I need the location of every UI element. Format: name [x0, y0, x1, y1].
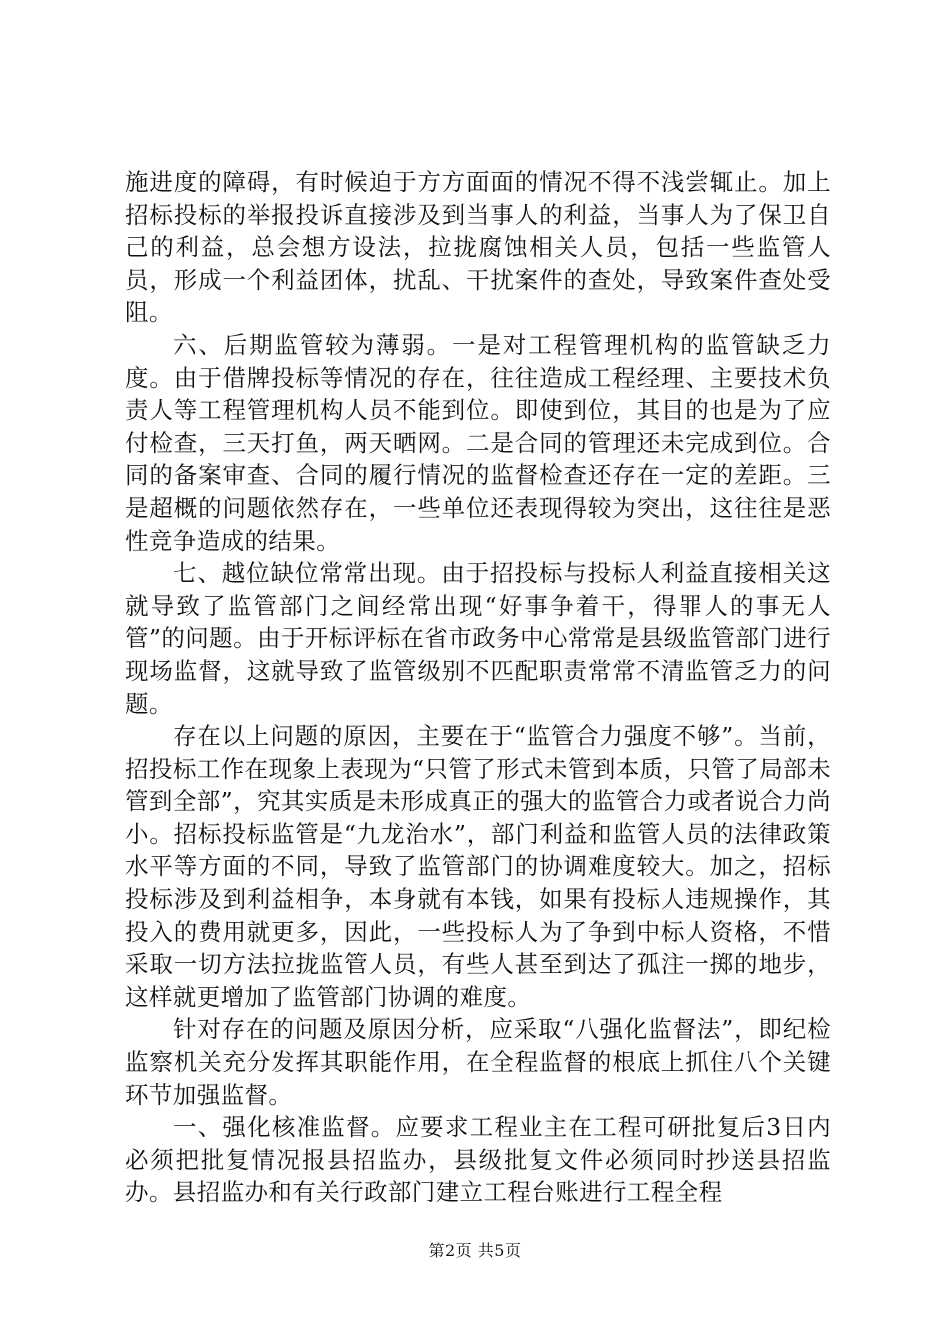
paragraph-continuation: 施进度的障碍，有时候迫于方方面面的情况不得不浅尝辄止。加上招标投标的举报投诉直接涉及到当事人的利益，当事人为了保卫自己的利益，总会想方设法，拉拢腐蚀相关人员，包括一些监管人员，形成一个利益团体，扰乱、干扰案件的查处，导致案件查处受阻。: [125, 168, 831, 327]
page-number-footer: 第2页 共5页: [428, 1241, 522, 1260]
document-body: [125, 166, 831, 1209]
paragraph-measure-one: 一、强化核准监督。应要求工程业主在工程可研批复后3日内必须把批复情况报县招监办，县级批复文件必须同时抄送县招监办。县招监办和有关行政部门建立工程台账进行工程全程: [125, 1113, 831, 1207]
paragraph-causes: 存在以上问题的原因，主要在于“监管合力强度不够”。当前，招投标工作在现象上表现为“只管了形式未管到本质，只管了局部未管到全部”，究其实质是未形成真正的强大的监管合力或者说合力尚小。招标投标监管是“九龙治水”，部门利益和监管人员的法律政策水平等方面的不同，导致了监管部门的协调难度较大。加之，招标投标涉及到利益相争，本身就有本钱，如果有投标人违规操作，其投入的费用就更多，因此，一些投标人为了争到中标人资格，不惜采取一切方法拉拢监管人员，有些人甚至到达了孤注一掷的地步，这样就更增加了监管部门协调的难度。: [125, 722, 831, 1011]
paragraph-section-seven: 七、越位缺位常常出现。由于招投标与投标人利益直接相关这就导致了监管部门之间经常出现“好事争着干，得罪人的事无人管”的问题。由于开标评标在省市政务中心常常是县级监管部门进行现场监督，这就导致了监管级别不匹配职责常常不清监管乏力的问题。: [125, 559, 831, 718]
paragraph-measures-intro: 针对存在的问题及原因分析，应采取“八强化监督法”，即纪检监察机关充分发挥其职能作用，在全程监督的根底上抓住八个关键环节加强监督。: [125, 1015, 831, 1109]
paragraph-section-six: 六、后期监管较为薄弱。一是对工程管理机构的监管缺乏力度。由于借牌投标等情况的存在，往往造成工程经理、主要技术负责人等工程管理机构人员不能到位。即使到位，其目的也是为了应付检查，三天打鱼，两天晒网。二是合同的管理还未完成到位。合同的备案审查、合同的履行情况的监督检查还存在一定的差距。三是超概的问题依然存在，一些单位还表现得较为突出，这往往是恶性竞争造成的结果。: [125, 330, 831, 555]
